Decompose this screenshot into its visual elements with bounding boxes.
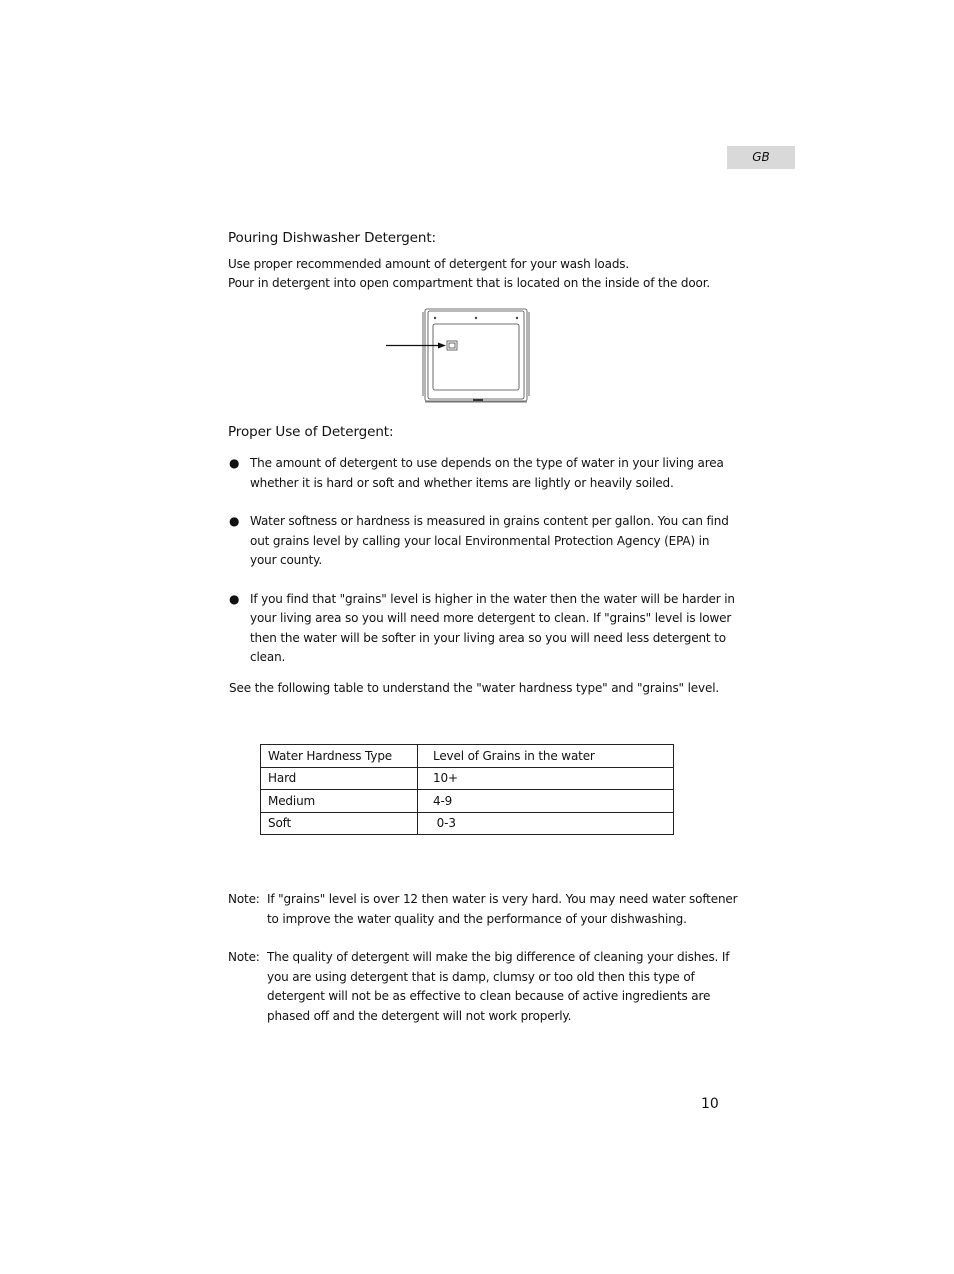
section-title-proper-use: Proper Use of Detergent:: [228, 424, 394, 440]
page-number: 10: [701, 1096, 719, 1112]
table-cell: Hard: [261, 767, 418, 790]
table-cell: 10+: [418, 767, 674, 790]
bullet-icon: ●: [229, 514, 240, 528]
table-header-cell: Level of Grains in the water: [418, 745, 674, 768]
bullet-text: The amount of detergent to use depends on the type of water in your living area whether it is hard or soft and whether items are lightly or heavily soiled.: [250, 456, 724, 490]
table-row: [261, 790, 674, 813]
pouring-line-1: Use proper recommended amount of detergent for your wash loads.: [228, 257, 630, 271]
bullet-icon: ●: [229, 456, 240, 470]
table-header-row: [261, 745, 674, 768]
language-badge: GB: [727, 146, 795, 169]
table-intro: See the following table to understand the "water hardness type" and "grains" level.: [229, 681, 720, 695]
table-header-cell: Water Hardness Type: [261, 745, 418, 768]
bullet-icon: ●: [229, 591, 240, 606]
note-label: Note:: [228, 950, 260, 964]
section-title-pouring: Pouring Dishwasher Detergent:: [228, 230, 436, 246]
pouring-line-2: Pour in detergent into open compartment that is located on the inside of the door.: [228, 276, 711, 290]
table-cell: Medium: [261, 790, 418, 813]
table-row: [261, 767, 674, 790]
water-hardness-table: [260, 744, 674, 835]
detergent-usage-list: [228, 454, 738, 668]
table-cell: 4-9: [418, 790, 674, 813]
table-cell: 0-3: [418, 812, 674, 835]
bullet-text: Water softness or hardness is measured in grains content per gallon. You can find out grains level by calling your local Environmental Protection Agency (EPA) in your county.: [250, 514, 729, 567]
dishwasher-door-illustration: [383, 306, 533, 406]
table-row: [261, 812, 674, 835]
note-detergent-quality: [228, 948, 738, 1026]
bullet-text: If you find that "grains" level is higher in the water then the water will be harder in your living area so you will need more detergent to clean. If "grains" level is lower then the water will be softer in your living area so you will need less detergent to clean.: [250, 591, 735, 664]
list-item: [228, 454, 738, 493]
note-water-softener: [228, 890, 738, 929]
note-label: Note:: [228, 892, 260, 906]
table-cell: Soft: [261, 812, 418, 835]
note-text: The quality of detergent will make the big difference of cleaning your dishes. If you are using detergent that is damp, clumsy or too old then this type of detergent will not be as effective to clean because of active ingredients are phased off and the detergent will not work properly.: [267, 950, 730, 1023]
list-item: [228, 512, 738, 571]
note-text: If "grains" level is over 12 then water is very hard. You may need water softener to improve the water quality and the performance of your dishwashing.: [267, 892, 738, 926]
list-item: [228, 590, 738, 668]
